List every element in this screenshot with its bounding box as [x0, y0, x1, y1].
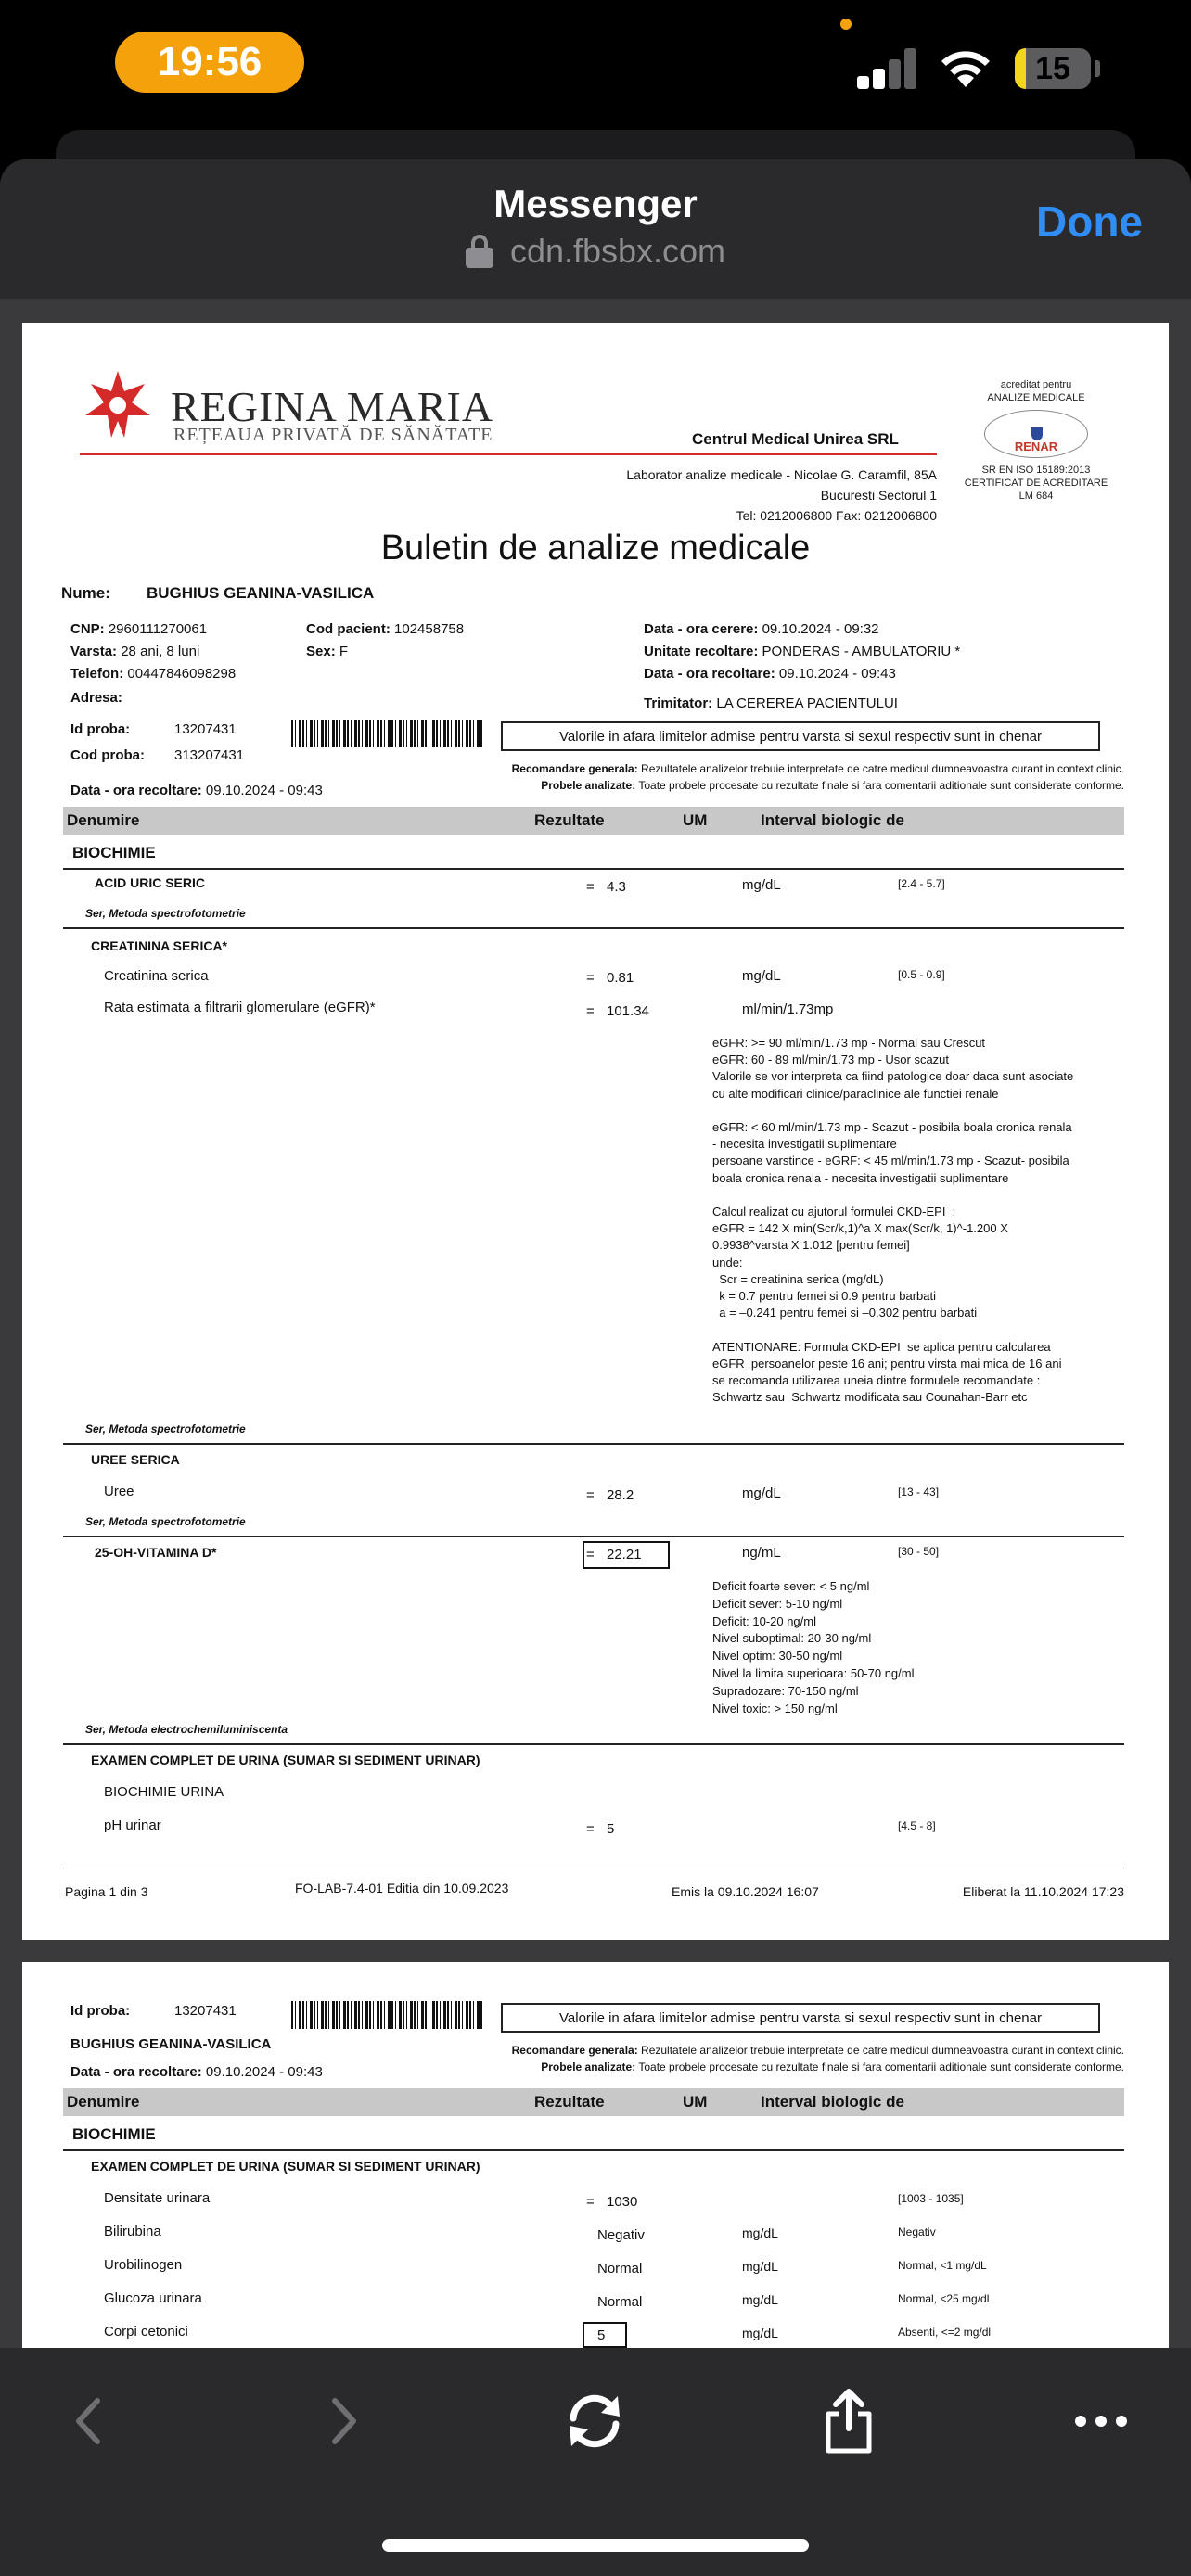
battery-icon [1015, 48, 1091, 89]
notice-box: Valorile in afara limitelor admise pentru varsta si sexul respectiv sunt in chenar [501, 721, 1100, 751]
reference-range: [13 - 43] [898, 1486, 940, 1498]
accreditation-block [950, 378, 1122, 503]
url-text: cdn.fbsbx.com [509, 232, 726, 270]
probe-id-label: Id proba: [70, 721, 131, 737]
done-button[interactable]: Done [1036, 198, 1143, 246]
reference-range: [2.4 - 5.7] [898, 877, 945, 890]
col-um: UM [683, 2093, 708, 2111]
test-title-creatinina: CREATININA SERICA* [91, 938, 228, 953]
url-bar[interactable] [0, 232, 1191, 271]
note-line: Deficit: 10-20 ng/ml [712, 1613, 816, 1628]
result-unit: mg/dL [742, 968, 781, 984]
note-line: Supradozare: 70-150 ng/ml [712, 1683, 859, 1698]
sex-row: Sex: F [306, 644, 349, 659]
result-unit: mg/dL [742, 2259, 778, 2274]
accreditation-line2: ANALIZE MEDICALE [987, 392, 1085, 403]
eq-sign: = [586, 1487, 595, 1503]
wifi-icon [937, 41, 994, 89]
result-unit: mg/dL [742, 1486, 781, 1501]
eq-sign: = [586, 2194, 595, 2210]
col-name: Denumire [67, 811, 140, 829]
method-label: Ser, Metoda spectrofotometrie [85, 1515, 246, 1528]
row-name: Glucoza urinara [104, 2290, 202, 2306]
note-line: Nivel toxic: > 150 ng/ml [712, 1701, 838, 1715]
patient-code-row: Cod pacient: 102458758 [306, 621, 465, 637]
note-line: Scr = creatinina serica (mg/dL) [712, 1271, 884, 1286]
result-value: Normal [597, 2294, 643, 2310]
row-name: Corpi cetonici [104, 2324, 188, 2340]
browser-sheet-header [0, 159, 1191, 299]
result-unit: mg/dL [742, 877, 781, 893]
result-value: 0.81 [607, 970, 634, 986]
table-header [63, 2088, 1124, 2116]
note-line: a = –0.241 pentru femei si –0.302 pentru barbati [712, 1306, 978, 1320]
divider [63, 1743, 1124, 1745]
note-line [712, 1187, 1073, 1204]
reload-icon[interactable] [553, 2379, 636, 2463]
note-line: Deficit foarte sever: < 5 ng/ml [712, 1579, 870, 1593]
released-date: Eliberat la 11.10.2024 17:23 [962, 1884, 1124, 1899]
col-interval: Interval biologic de [761, 2093, 904, 2111]
eq-sign: = [586, 1547, 595, 1562]
probe-code-label: Cod proba: [70, 747, 145, 763]
result-unit: mg/dL [742, 2326, 778, 2340]
divider [63, 927, 1124, 929]
reference-range: [1003 - 1035] [898, 2192, 964, 2205]
iso-standard: SR EN ISO 15189:2013 [981, 465, 1091, 476]
section-biochimie: BIOCHIMIE [72, 844, 156, 861]
col-um: UM [683, 811, 708, 829]
row-name: pH urinar [104, 1817, 161, 1833]
collect-row: Data - ora recoltare: 09.10.2024 - 09:43 [70, 2064, 323, 2080]
test-title-acid-uric: ACID URIC SERIC [95, 875, 206, 890]
reference-range: [4.5 - 8] [898, 1819, 936, 1832]
notice-box: Valorile in afara limitelor admise pentru varsta si sexul respectiv sunt in chenar [501, 2003, 1100, 2033]
reference-range: Absenti, <=2 mg/dl [898, 2326, 992, 2339]
note-line: cu alte modificari clinice/paraclinice ale functiei renale [712, 1086, 999, 1101]
forward-arrow-icon[interactable] [302, 2379, 386, 2463]
result-value: 28.2 [607, 1487, 634, 1503]
test-title-urina: EXAMEN COMPLET DE URINA (SUMAR SI SEDIMENT URINAR) [91, 2159, 480, 2174]
name-label: Nume: [61, 584, 110, 602]
note-line: eGFR: 60 - 89 ml/min/1.73 mp - Usor scazut [712, 1052, 950, 1067]
result-value: Negativ [597, 2227, 645, 2243]
row-name: Densitate urinara [104, 2190, 211, 2206]
result-unit: ng/mL [742, 1545, 781, 1561]
row-name: Rata estimata a filtrarii glomerulare (eGFR)* [104, 1000, 376, 1015]
col-name: Denumire [67, 2093, 140, 2111]
request-row: Data - ora cerere: 09.10.2024 - 09:32 [644, 621, 879, 637]
patient-name: BUGHIUS GEANINA-VASILICA [147, 584, 375, 602]
battery-level: 15 [1035, 50, 1070, 86]
note-line: persoane varstince - eGRF: < 45 ml/min/1.73 mp - Scazut- posibila [712, 1154, 1069, 1168]
home-indicator[interactable] [382, 2539, 809, 2552]
result-unit: mg/dL [742, 2292, 778, 2307]
result-unit: ml/min/1.73mp [742, 1001, 834, 1017]
note-line: eGFR: >= 90 ml/min/1.73 mp - Normal sau Crescut [712, 1036, 986, 1050]
col-result: Rezultate [534, 811, 605, 829]
document-viewer[interactable] [0, 299, 1191, 2348]
eq-sign: = [586, 1821, 595, 1837]
general-recommendation: Recomandare generala: Rezultatele analizelor trebuie interpretate de catre medicul dumneavoastra curant in context clinic. [511, 2044, 1124, 2057]
collect-row: Data - ora recoltare: 09.10.2024 - 09:43 [644, 666, 896, 682]
probe-id-label: Id proba: [70, 2003, 131, 2019]
divider [63, 1443, 1124, 1445]
note-line: Valorile se vor interpreta ca fiind patologice doar daca sunt asociate [712, 1069, 1074, 1084]
sheet-title: Messenger [493, 182, 698, 225]
lock-icon [466, 235, 493, 268]
note-line: eGFR = 142 X min(Scr/k,1)^a X max(Scr/k, 1)^-1.200 X [712, 1221, 1008, 1236]
method-label: Ser, Metoda spectrofotometrie [85, 907, 246, 920]
result-value: 5 [607, 1821, 615, 1837]
note-line: Schwartz sau Schwartz modificata sau Counahan-Barr etc [712, 1390, 1028, 1405]
accreditation-line1: acreditat pentru [1000, 379, 1072, 390]
note-line: ATENTIONARE: Formula CKD-EPI se aplica pentru calcularea [712, 1339, 1051, 1354]
result-value: 101.34 [607, 1003, 649, 1019]
row-name: Uree [104, 1484, 134, 1499]
document-page-1 [22, 323, 1169, 1940]
form-code: FO-LAB-7.4-01 Editia din 10.09.2023 [295, 1881, 509, 1895]
document-title: Buletin de analize medicale [380, 529, 811, 567]
note-line: Deficit sever: 5-10 ng/ml [712, 1596, 843, 1611]
divider [63, 2149, 1124, 2151]
section-biochimie: BIOCHIMIE [72, 2125, 156, 2143]
lab-city: Bucuresti Sectorul 1 [820, 488, 937, 503]
divider [63, 1536, 1124, 1537]
test-title-uree: UREE SERICA [91, 1452, 180, 1467]
result-value: 1030 [607, 2194, 638, 2210]
row-name: Creatinina serica [104, 968, 209, 984]
probe-id: 13207431 [174, 721, 237, 737]
note-line: se recomanda utilizarea uneia dintre formulele recomandate : [712, 1373, 1041, 1388]
note-line: unde: [712, 1255, 743, 1269]
renar-seal-icon: RENAR [984, 410, 1088, 458]
note-line: - necesita investigatii suplimentare [712, 1137, 897, 1152]
divider [63, 868, 1124, 870]
probes-analyzed: Probele analizate: Toate probele procesate cu rezultate finale si fara comentarii aditionale sunt considerate conforme. [541, 2060, 1124, 2073]
note-line [712, 1321, 1073, 1338]
brand-subtitle: REȚEAUA PRIVATĂ DE SĂNĂTATE [173, 425, 493, 445]
share-icon[interactable] [807, 2379, 890, 2463]
col-result: Rezultate [534, 2093, 605, 2111]
document-page-2 [22, 1962, 1169, 2348]
barcode-icon [291, 720, 484, 747]
vitamina-d-notes [712, 1578, 914, 1717]
note-line: k = 0.7 pentru femei si 0.9 pentru barbati [712, 1289, 937, 1304]
cnp-row: CNP: 2960111270061 [70, 621, 208, 637]
page-number: Pagina 1 din 3 [65, 1884, 148, 1899]
center-name: Centrul Medical Unirea SRL [692, 430, 899, 448]
table-header [63, 807, 1124, 835]
battery-cap [1095, 60, 1100, 77]
regina-maria-logo-icon [82, 369, 154, 441]
note-line: boala cronica renala - necesita investigatii suplimentare [712, 1170, 1009, 1185]
reference-range: Normal, <1 mg/dL [898, 2259, 987, 2272]
eq-sign: = [586, 970, 595, 986]
reference-range: [0.5 - 0.9] [898, 968, 945, 981]
test-title-urina: EXAMEN COMPLET DE URINA (SUMAR SI SEDIMENT URINAR) [91, 1753, 480, 1767]
unit-row: Unitate recoltare: PONDERAS - AMBULATORIU * [644, 644, 961, 659]
lab-phone: Tel: 0212006800 Fax: 0212006800 [736, 508, 937, 523]
method-label: Ser, Metoda spectrofotometrie [85, 1422, 246, 1435]
probes-analyzed: Probele analizate: Toate probele procesate cu rezultate finale si fara comentarii aditionale sunt considerate conforme. [541, 779, 1124, 792]
back-arrow-icon[interactable] [46, 2379, 130, 2463]
reference-range: [30 - 50] [898, 1545, 940, 1558]
result-value-out-of-range: 22.21 [607, 1547, 642, 1562]
more-icon[interactable] [1059, 2379, 1143, 2463]
note-line [712, 1103, 1073, 1119]
row-name: BIOCHIMIE URINA [104, 1784, 224, 1800]
note-line: Nivel la limita superioara: 50-70 ng/ml [712, 1665, 915, 1680]
result-value: Normal [597, 2261, 643, 2276]
note-line: Calcul realizat cu ajutorul formulei CKD-EPI : [712, 1205, 956, 1219]
certificate-label: CERTIFICAT DE ACREDITARE [964, 478, 1108, 489]
sender-row: Trimitator: LA CEREREA PACIENTULUI [644, 695, 898, 711]
status-bar [0, 0, 1191, 130]
row-name: Urobilinogen [104, 2257, 183, 2273]
note-line: Nivel suboptimal: 20-30 ng/ml [712, 1631, 872, 1646]
row-name: Bilirubina [104, 2224, 161, 2239]
mic-indicator-dot [840, 19, 852, 30]
probe-code: 313207431 [174, 747, 245, 763]
probe-id: 13207431 [174, 2003, 237, 2019]
result-value: 4.3 [607, 879, 626, 895]
result-value-out-of-range: 5 [597, 2327, 606, 2343]
general-recommendation: Recomandare generala: Rezultatele analizelor trebuie interpretate de catre medicul dumneavoastra curant in context clinic. [511, 762, 1124, 775]
phone-row: Telefon: 00447846098298 [70, 666, 237, 682]
patient-name: BUGHIUS GEANINA-VASILICA [70, 2036, 272, 2052]
egfr-notes [712, 1035, 1073, 1406]
collect-row-2: Data - ora recoltare: 09.10.2024 - 09:43 [70, 783, 323, 798]
col-interval: Interval biologic de [761, 811, 904, 829]
note-line: eGFR: < 60 ml/min/1.73 mp - Scazut - posibila boala cronica renala [712, 1120, 1072, 1135]
reference-range: Normal, <25 mg/dl [898, 2292, 990, 2305]
reference-range: Negativ [898, 2225, 936, 2238]
issued-date: Emis la 09.10.2024 16:07 [672, 1884, 819, 1899]
lab-address: Laborator analize medicale - Nicolae G. Caramfil, 85A [626, 467, 937, 482]
test-title-vitamina-d: 25-OH-VITAMINA D* [95, 1545, 217, 1560]
barcode-icon [291, 2001, 484, 2029]
brand-name: REGINA MARIA [171, 383, 494, 430]
note-line: Nivel optim: 30-50 ng/ml [712, 1649, 843, 1664]
eq-sign: = [586, 879, 595, 895]
address-label: Adresa: [70, 690, 122, 706]
certificate-number: LM 684 [1018, 491, 1054, 502]
result-unit: mg/dL [742, 2225, 778, 2240]
note-line: 0.9938^varsta X 1.012 [pentru femei] [712, 1238, 910, 1253]
note-line: eGFR persoanelor peste 16 ani; pentru virsta mai mica de 16 ani [712, 1356, 1062, 1371]
cellular-signal-icon [857, 46, 918, 89]
status-time: 19:56 [115, 32, 304, 93]
method-label: Ser, Metoda electrochemiluminiscenta [85, 1723, 288, 1736]
eq-sign: = [586, 1003, 595, 1019]
header-divider [80, 453, 937, 455]
age-row: Varsta: 28 ani, 8 luni [70, 644, 200, 659]
